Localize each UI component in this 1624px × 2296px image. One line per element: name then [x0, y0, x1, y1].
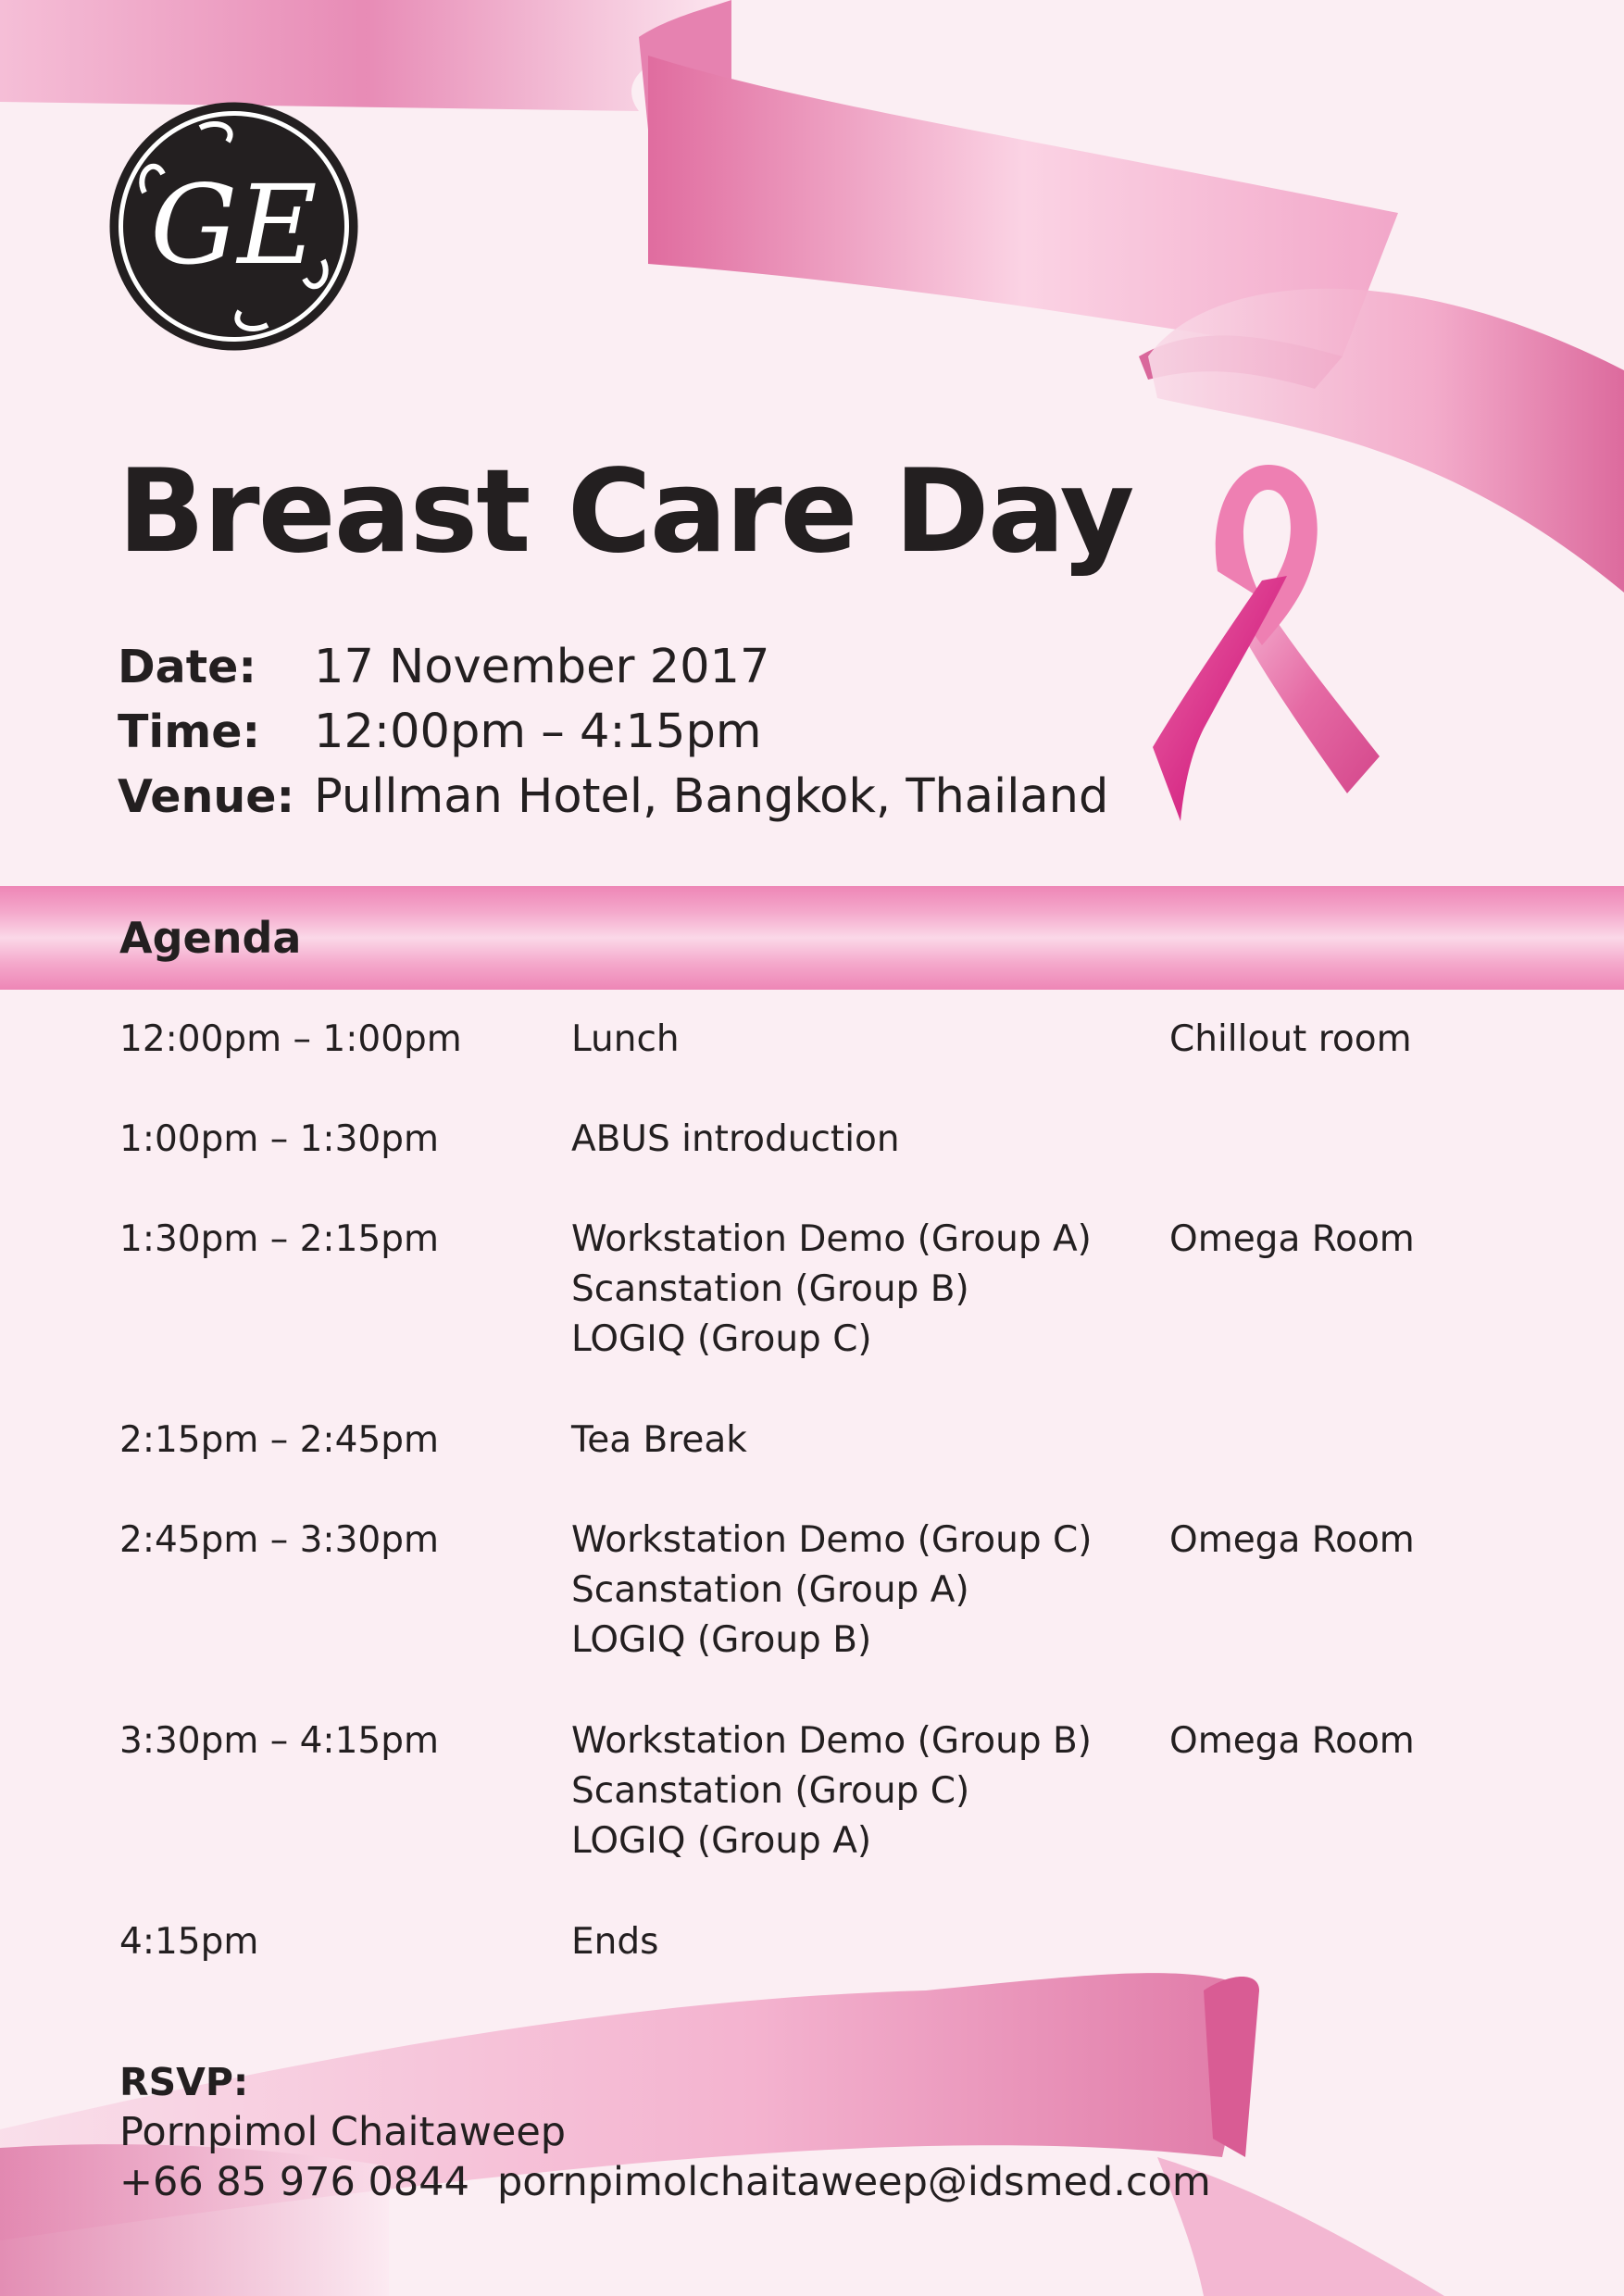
agenda-activity: Ends	[571, 1921, 659, 1963]
venue-value: Pullman Hotel, Bangkok, Thailand	[314, 769, 1109, 824]
date-value: 17 November 2017	[314, 640, 770, 694]
agenda-activities	[571, 1917, 658, 1967]
agenda-activity: Scanstation (Group C)	[571, 1770, 970, 1812]
rsvp-name: Pornpimol Chaitaweep	[119, 2109, 567, 2155]
rsvp-contact	[119, 2157, 1211, 2207]
agenda-time: 3:30pm – 4:15pm	[119, 1720, 439, 1762]
time-value: 12:00pm – 4:15pm	[314, 705, 762, 759]
agenda-activity: Workstation Demo (Group A)	[571, 1218, 1092, 1260]
agenda-activity: ABUS introduction	[571, 1118, 900, 1160]
rsvp-email-link[interactable]: pornpimolchaitaweep@idsmed.com	[496, 2159, 1211, 2205]
agenda-activities	[571, 1516, 1092, 1666]
agenda-room: Omega Room	[1169, 1218, 1415, 1260]
rsvp-block	[119, 2057, 1211, 2207]
svg-text:GE: GE	[150, 161, 318, 289]
agenda-room: Chillout room	[1169, 1018, 1412, 1060]
venue-label: Venue:	[118, 770, 295, 823]
agenda-heading: Agenda	[119, 913, 302, 963]
agenda-activity: Workstation Demo (Group B)	[571, 1720, 1092, 1762]
page-title: Breast Care Day	[118, 445, 1133, 579]
pink-ribbon-icon	[1153, 460, 1384, 825]
rsvp-phone[interactable]: +66 85 976 0844	[119, 2159, 469, 2205]
agenda-room: Omega Room	[1169, 1720, 1415, 1762]
agenda-header-bar	[0, 886, 1624, 990]
agenda-time: 1:30pm – 2:15pm	[119, 1218, 439, 1260]
agenda-activity: Scanstation (Group A)	[571, 1569, 969, 1611]
agenda-activity: Lunch	[571, 1018, 680, 1060]
agenda-activity: LOGIQ (Group A)	[571, 1820, 872, 1862]
agenda-activity: LOGIQ (Group C)	[571, 1318, 872, 1360]
date-label: Date:	[118, 641, 256, 693]
rsvp-label: RSVP:	[119, 2060, 249, 2104]
agenda-activities	[571, 1215, 1092, 1365]
agenda-room: Omega Room	[1169, 1519, 1415, 1561]
agenda-time: 2:15pm – 2:45pm	[119, 1419, 439, 1461]
agenda-activities	[571, 1015, 680, 1065]
agenda-activity: Scanstation (Group B)	[571, 1268, 969, 1310]
agenda-activity: LOGIQ (Group B)	[571, 1619, 872, 1661]
agenda-time: 12:00pm – 1:00pm	[119, 1018, 462, 1060]
agenda-time: 1:00pm – 1:30pm	[119, 1118, 439, 1160]
agenda-activities	[571, 1115, 900, 1165]
time-label: Time:	[118, 705, 261, 758]
agenda-activity: Workstation Demo (Group C)	[571, 1519, 1093, 1561]
ge-logo	[107, 100, 360, 353]
agenda-activities	[571, 1716, 1092, 1866]
agenda-time: 2:45pm – 3:30pm	[119, 1519, 439, 1561]
agenda-activity: Tea Break	[571, 1419, 747, 1461]
agenda-activities	[571, 1416, 747, 1466]
agenda-time: 4:15pm	[119, 1921, 259, 1963]
